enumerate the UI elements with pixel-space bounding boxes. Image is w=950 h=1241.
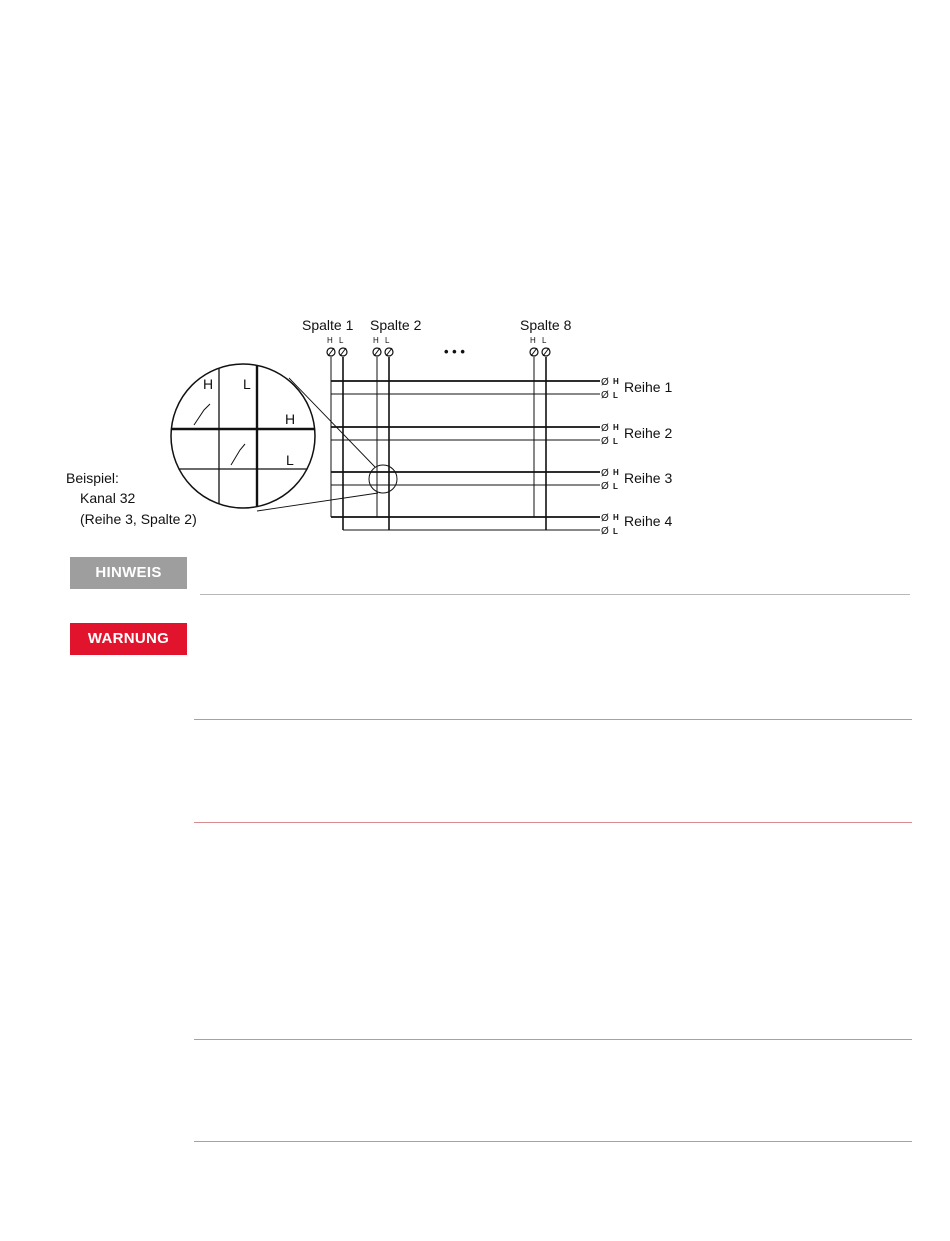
- column-ellipsis: • • •: [444, 344, 465, 359]
- row1-h-terminal: Ø: [601, 377, 609, 388]
- row4-l-terminal: Ø: [601, 526, 609, 537]
- magnifier-detail: [168, 360, 320, 515]
- row1-l-terminal: Ø: [601, 390, 609, 401]
- row2-l-terminal: Ø: [601, 436, 609, 447]
- row4-l-label: L: [613, 527, 618, 536]
- magnifier-h-top: H: [203, 376, 214, 392]
- crosspoint-highlight: [369, 465, 397, 493]
- example-caption-line2: Kanal 32: [80, 490, 136, 506]
- column-label-spalte-8: Spalte 8: [520, 317, 572, 333]
- col2-l-label: L: [385, 336, 390, 345]
- leader-line-top: [289, 378, 375, 467]
- matrix-wiring-diagram: [0, 0, 950, 560]
- magnifier-h-right: H: [285, 411, 296, 427]
- magnifier-l-top: L: [243, 376, 251, 392]
- magnifier-l-right: L: [286, 452, 294, 468]
- column-label-spalte-1: Spalte 1: [302, 317, 354, 333]
- warning-divider-2: [194, 822, 912, 823]
- row4-h-terminal: Ø: [601, 513, 609, 524]
- col1-l-label: L: [339, 336, 344, 345]
- row-label-reihe-3: Reihe 3: [624, 470, 673, 486]
- row-label-reihe-1: Reihe 1: [624, 379, 673, 395]
- warning-divider-1: [194, 719, 912, 720]
- row-wires: [331, 381, 600, 530]
- example-caption-line1: Beispiel:: [66, 470, 119, 486]
- row2-l-label: L: [613, 437, 618, 446]
- col2-h-label: H: [373, 336, 379, 345]
- example-caption-line3: (Reihe 3, Spalte 2): [80, 511, 197, 527]
- row3-l-label: L: [613, 482, 618, 491]
- warning-divider-4: [194, 1141, 912, 1142]
- row1-l-label: L: [613, 391, 618, 400]
- row3-l-terminal: Ø: [601, 481, 609, 492]
- leader-line-bottom: [257, 493, 378, 511]
- warnung-badge: WARNUNG: [70, 623, 187, 655]
- hinweis-divider: [200, 594, 910, 595]
- row-label-reihe-2: Reihe 2: [624, 425, 673, 441]
- row2-h-terminal: Ø: [601, 423, 609, 434]
- col8-l-label: L: [542, 336, 547, 345]
- row1-h-label: H: [613, 377, 619, 386]
- row-label-reihe-4: Reihe 4: [624, 513, 673, 529]
- col1-h-label: H: [327, 336, 333, 345]
- row2-h-label: H: [613, 423, 619, 432]
- warning-divider-3: [194, 1039, 912, 1040]
- row3-h-label: H: [613, 468, 619, 477]
- row3-h-terminal: Ø: [601, 468, 609, 479]
- column-wires: [331, 357, 546, 530]
- column-terminals: [327, 348, 550, 356]
- hinweis-badge: HINWEIS: [70, 557, 187, 589]
- col8-h-label: H: [530, 336, 536, 345]
- row4-h-label: H: [613, 513, 619, 522]
- column-label-spalte-2: Spalte 2: [370, 317, 422, 333]
